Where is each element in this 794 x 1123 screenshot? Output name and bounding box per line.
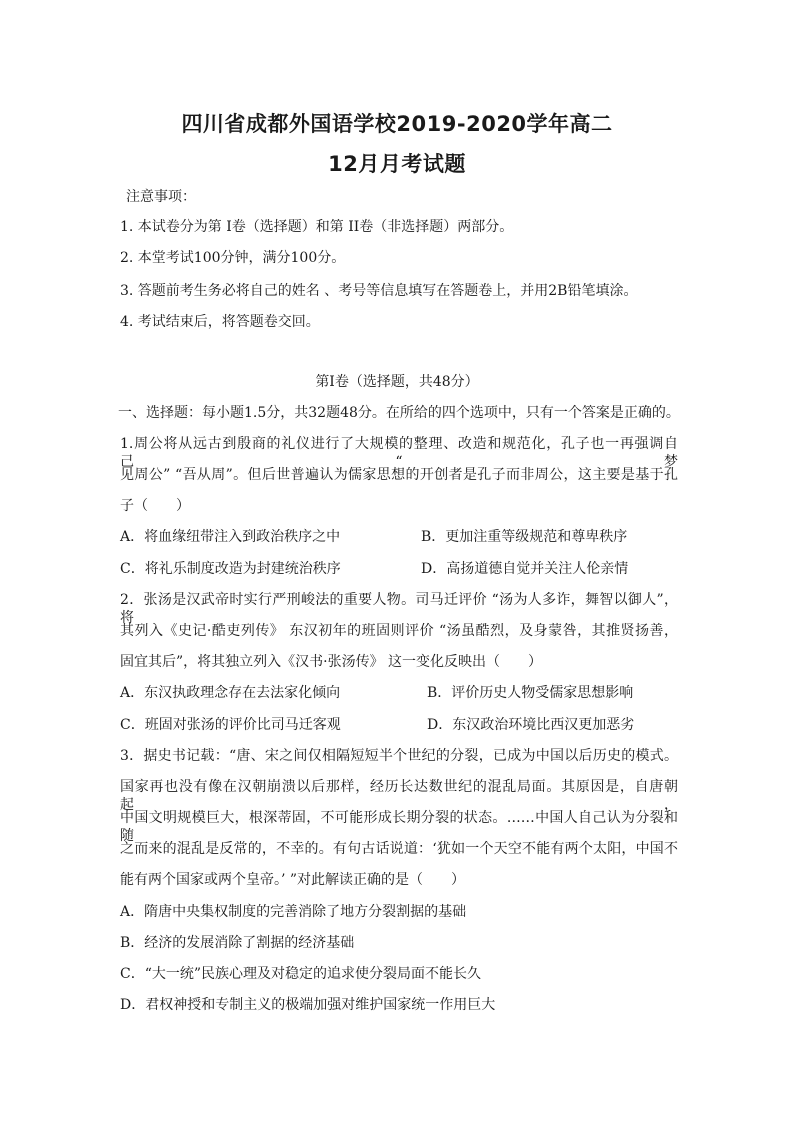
question-3-line: 3．据史书记载：“唐、宋之间仅相隔短短半个世纪的分裂，已成为中国以后历史的模式。 [120,748,678,764]
question-3-option-d: D．君权神授和专制主义的极端加强对维护国家统一作用巨大 [120,997,496,1013]
question-3-option-b: B．经济的发展消除了割据的经济基础 [120,935,355,951]
notice-heading: 注意事项： [126,189,196,205]
notice-item: 4. 考试结束后，将答题卷交回。 [120,314,320,330]
exam-title: 四川省成都外国语学校2019-2020学年高二 [181,112,613,136]
question-3-line: 之而来的混乱是反常的，不幸的。有句古话说道：‘犹如一个天空不能有两个太阳，中国不 [120,841,678,857]
question-1-line: 见周公” “吾从周”。但后世普遍认为儒家思想的开创者是孔子而非周公，这主要是基于孔 [120,467,678,483]
exam-subtitle: 12月月考试题 [328,152,466,176]
question-1-line: 子（ ） [120,498,190,514]
question-1-option-b: B．更加注重等级规范和尊卑秩序 [421,529,628,545]
section-title: 第I卷（选择题，共48分） [315,374,479,390]
question-3-line: 中国文明规模巨大，根深蒂固，不可能形成长期分裂的状态。……中国人自己认为分裂和随 [120,810,678,844]
question-1-line: 1.周公将从远古到殷商的礼仪进行了大规模的整理、改造和规范化，孔子也一再强调自己“梦 [120,436,678,470]
question-3-line: 能有两个国家或两个皇帝。’ ”对此解读正确的是（ ） [120,872,466,888]
notice-item: 3. 答题前考生务必将自己的姓名 、考号等信息填写在答题卷上，并用2B铅笔填涂。 [120,283,638,299]
question-2-option-d: D．东汉政治环境比西汉更加恶劣 [427,717,635,733]
section-instruction: 一、选择题：每小题1.5分，共32题48分。在所给的四个选项中，只有一个答案是正确的。 [118,405,680,421]
question-2-line: 其列入《史记·酷吏列传》 东汉初年的班固则评价 “汤虽酷烈，及身蒙咎，其推贤扬善， [120,623,678,639]
question-1-option-d: D．高扬道德自觉并关注人伦亲情 [421,561,629,577]
question-3-option-a: A．隋唐中央集权制度的完善消除了地方分裂割据的基础 [120,904,467,920]
question-2-line: 固宜其后”，将其独立列入《汉书·张汤传》 这一变化反映出（ ） [120,654,543,670]
question-2-line: 2．张汤是汉武帝时实行严刑峻法的重要人物。司马迁评价 “汤为人多诈，舞智以御人”，将 [120,592,678,626]
question-1-option-a: A．将血缘纽带注入到政治秩序之中 [120,529,341,545]
question-2-option-c: C．班固对张汤的评价比司马迁客观 [120,717,341,733]
question-1-option-c: C．将礼乐制度改造为封建统治秩序 [120,561,341,577]
question-2-option-a: A．东汉执政理念存在去法家化倾向 [120,685,341,701]
question-3-line: 国家再也没有像在汉朝崩溃以后那样，经历长达数世纪的混乱局面。其原因是，自唐朝起， [120,779,678,813]
notice-item: 2. 本堂考试100分钟，满分100分。 [120,250,346,266]
question-3-option-c: C．“大一统”民族心理及对稳定的追求使分裂局面不能长久 [120,966,482,982]
notice-item: 1. 本试卷分为第 I卷（选择题）和第 II卷（非选择题）两部分。 [120,219,514,235]
question-2-option-b: B．评价历史人物受儒家思想影响 [427,685,634,701]
